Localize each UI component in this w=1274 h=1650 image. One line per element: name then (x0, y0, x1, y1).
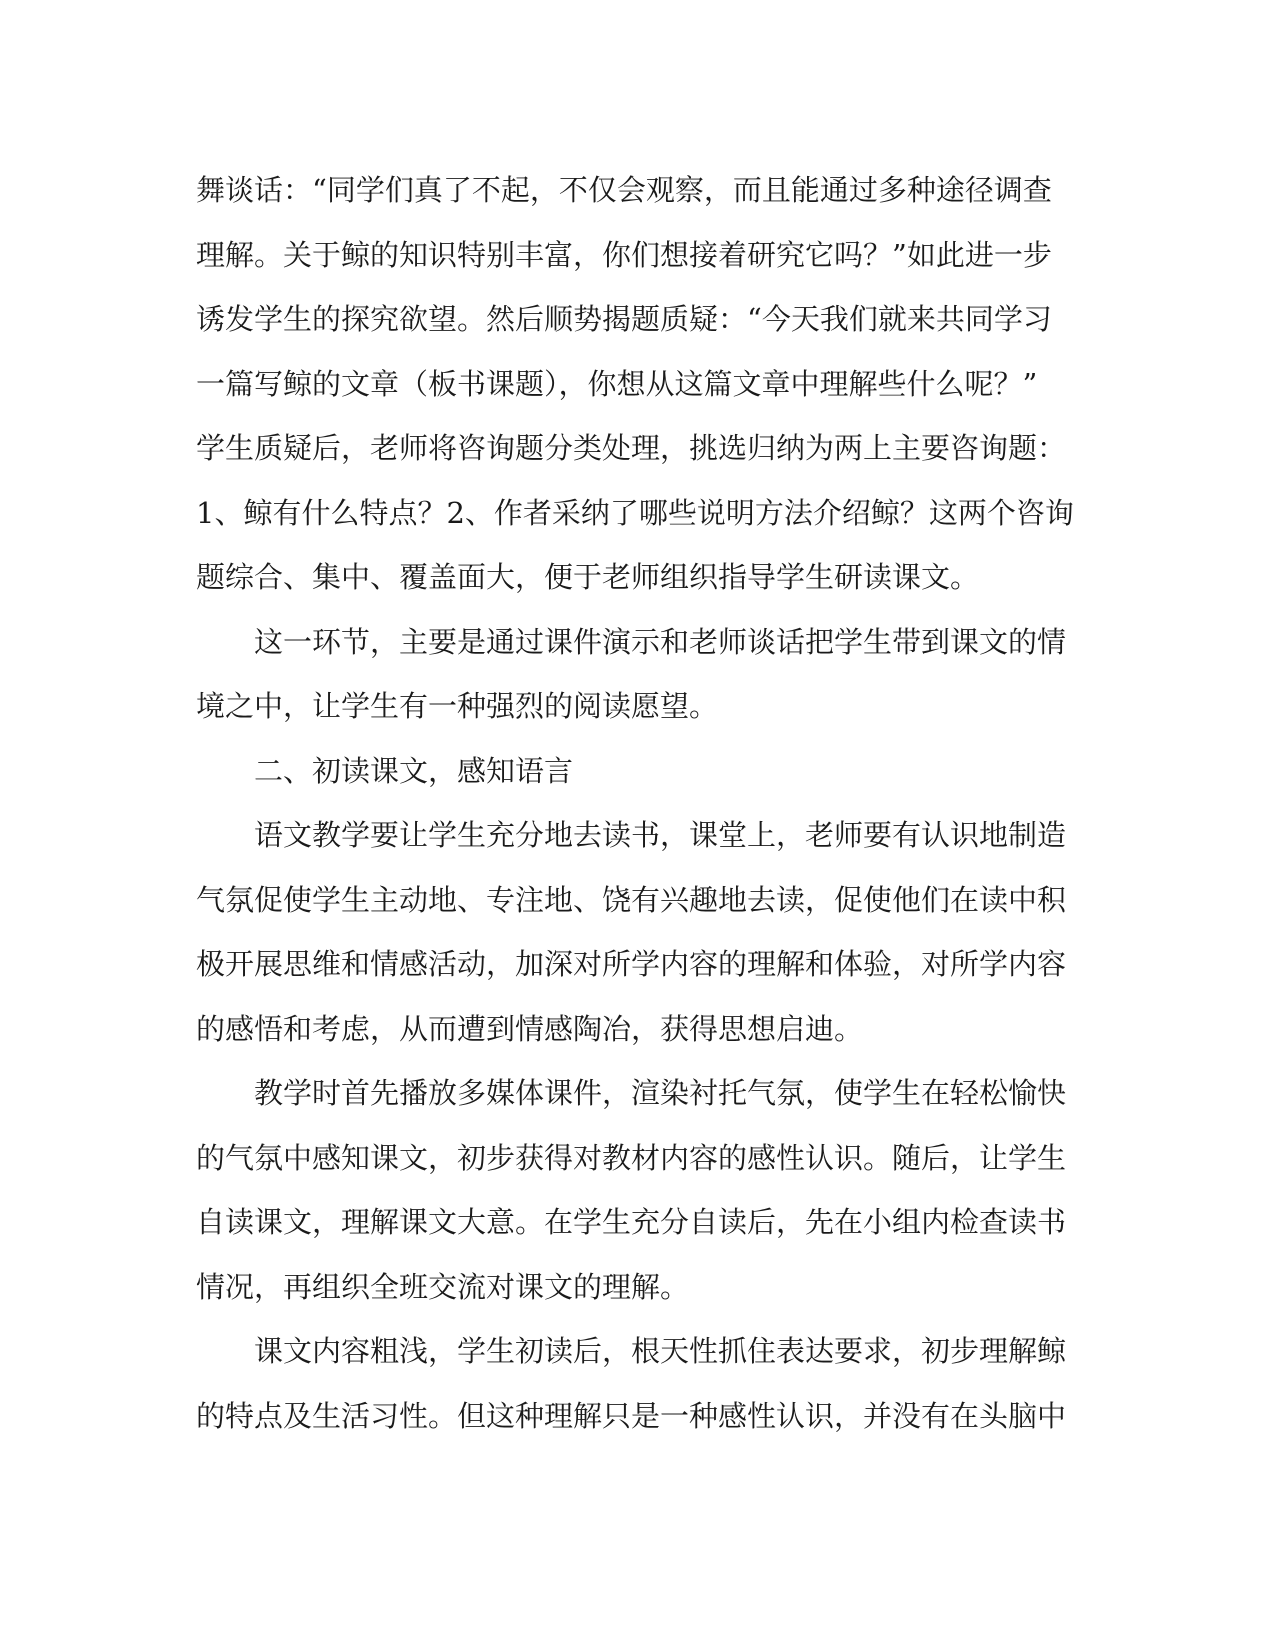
text-line: 的气氛中感知课文，初步获得对教材内容的感性认识。随后，让学生 (196, 1140, 1067, 1175)
text-line: 1、鲸有什么特点？2、作者采纳了哪些说明方法介绍鲸？这两个咨询 (196, 495, 1074, 530)
section-heading: 二、初读课文，感知语言 (254, 753, 574, 788)
text-line: 学生质疑后，老师将咨询题分类处理，挑选归纳为两上主要咨询题： (196, 431, 1067, 465)
text-line: 的特点及生活习性。但这种理解只是一种感性认识，并没有在头脑中 (196, 1398, 1067, 1433)
text-line: 理解。关于鲸的知识特别丰富，你们想接着研究它吗？”如此进一步 (196, 237, 1052, 272)
text-line: 自读课文，理解课文大意。在学生充分自读后，先在小组内检查读书 (196, 1205, 1067, 1239)
text-line: 一篇写鲸的文章（板书课题），你想从这篇文章中理解些什么呢？” (196, 366, 1038, 401)
text-line: 情况，再组织全班交流对课文的理解。 (196, 1269, 690, 1304)
text-line: 舞谈话：“同学们真了不起，不仅会观察，而且能通过多种途径调查 (196, 173, 1052, 207)
text-line: 教学时首先播放多媒体课件，渲染衬托气氛，使学生在轻松愉快 (254, 1076, 1067, 1110)
text-line: 气氛促使学生主动地、专注地、饶有兴趣地去读，促使他们在读中积 (196, 882, 1067, 917)
text-line: 诱发学生的探究欲望。然后顺势揭题质疑：“今天我们就来共同学习 (196, 302, 1052, 336)
text-line: 境之中，让学生有一种强烈的阅读愿望。 (196, 689, 719, 723)
body-text (196, 158, 1076, 1448)
text-line: 语文教学要让学生充分地去读书，课堂上，老师要有认识地制造 (254, 818, 1067, 852)
text-line: 题综合、集中、覆盖面大，便于老师组织指导学生研读课文。 (196, 560, 980, 594)
text-line: 这一环节，主要是通过课件演示和老师谈话把学生带到课文的情 (254, 624, 1067, 659)
text-line: 极开展思维和情感活动，加深对所学内容的理解和体验，对所学内容 (196, 947, 1067, 981)
text-line: 课文内容粗浅，学生初读后，根天性抓住表达要求，初步理解鲸 (254, 1334, 1067, 1368)
text-line: 的感悟和考虑，从而遭到情感陶冶，获得思想启迪。 (196, 1011, 864, 1046)
